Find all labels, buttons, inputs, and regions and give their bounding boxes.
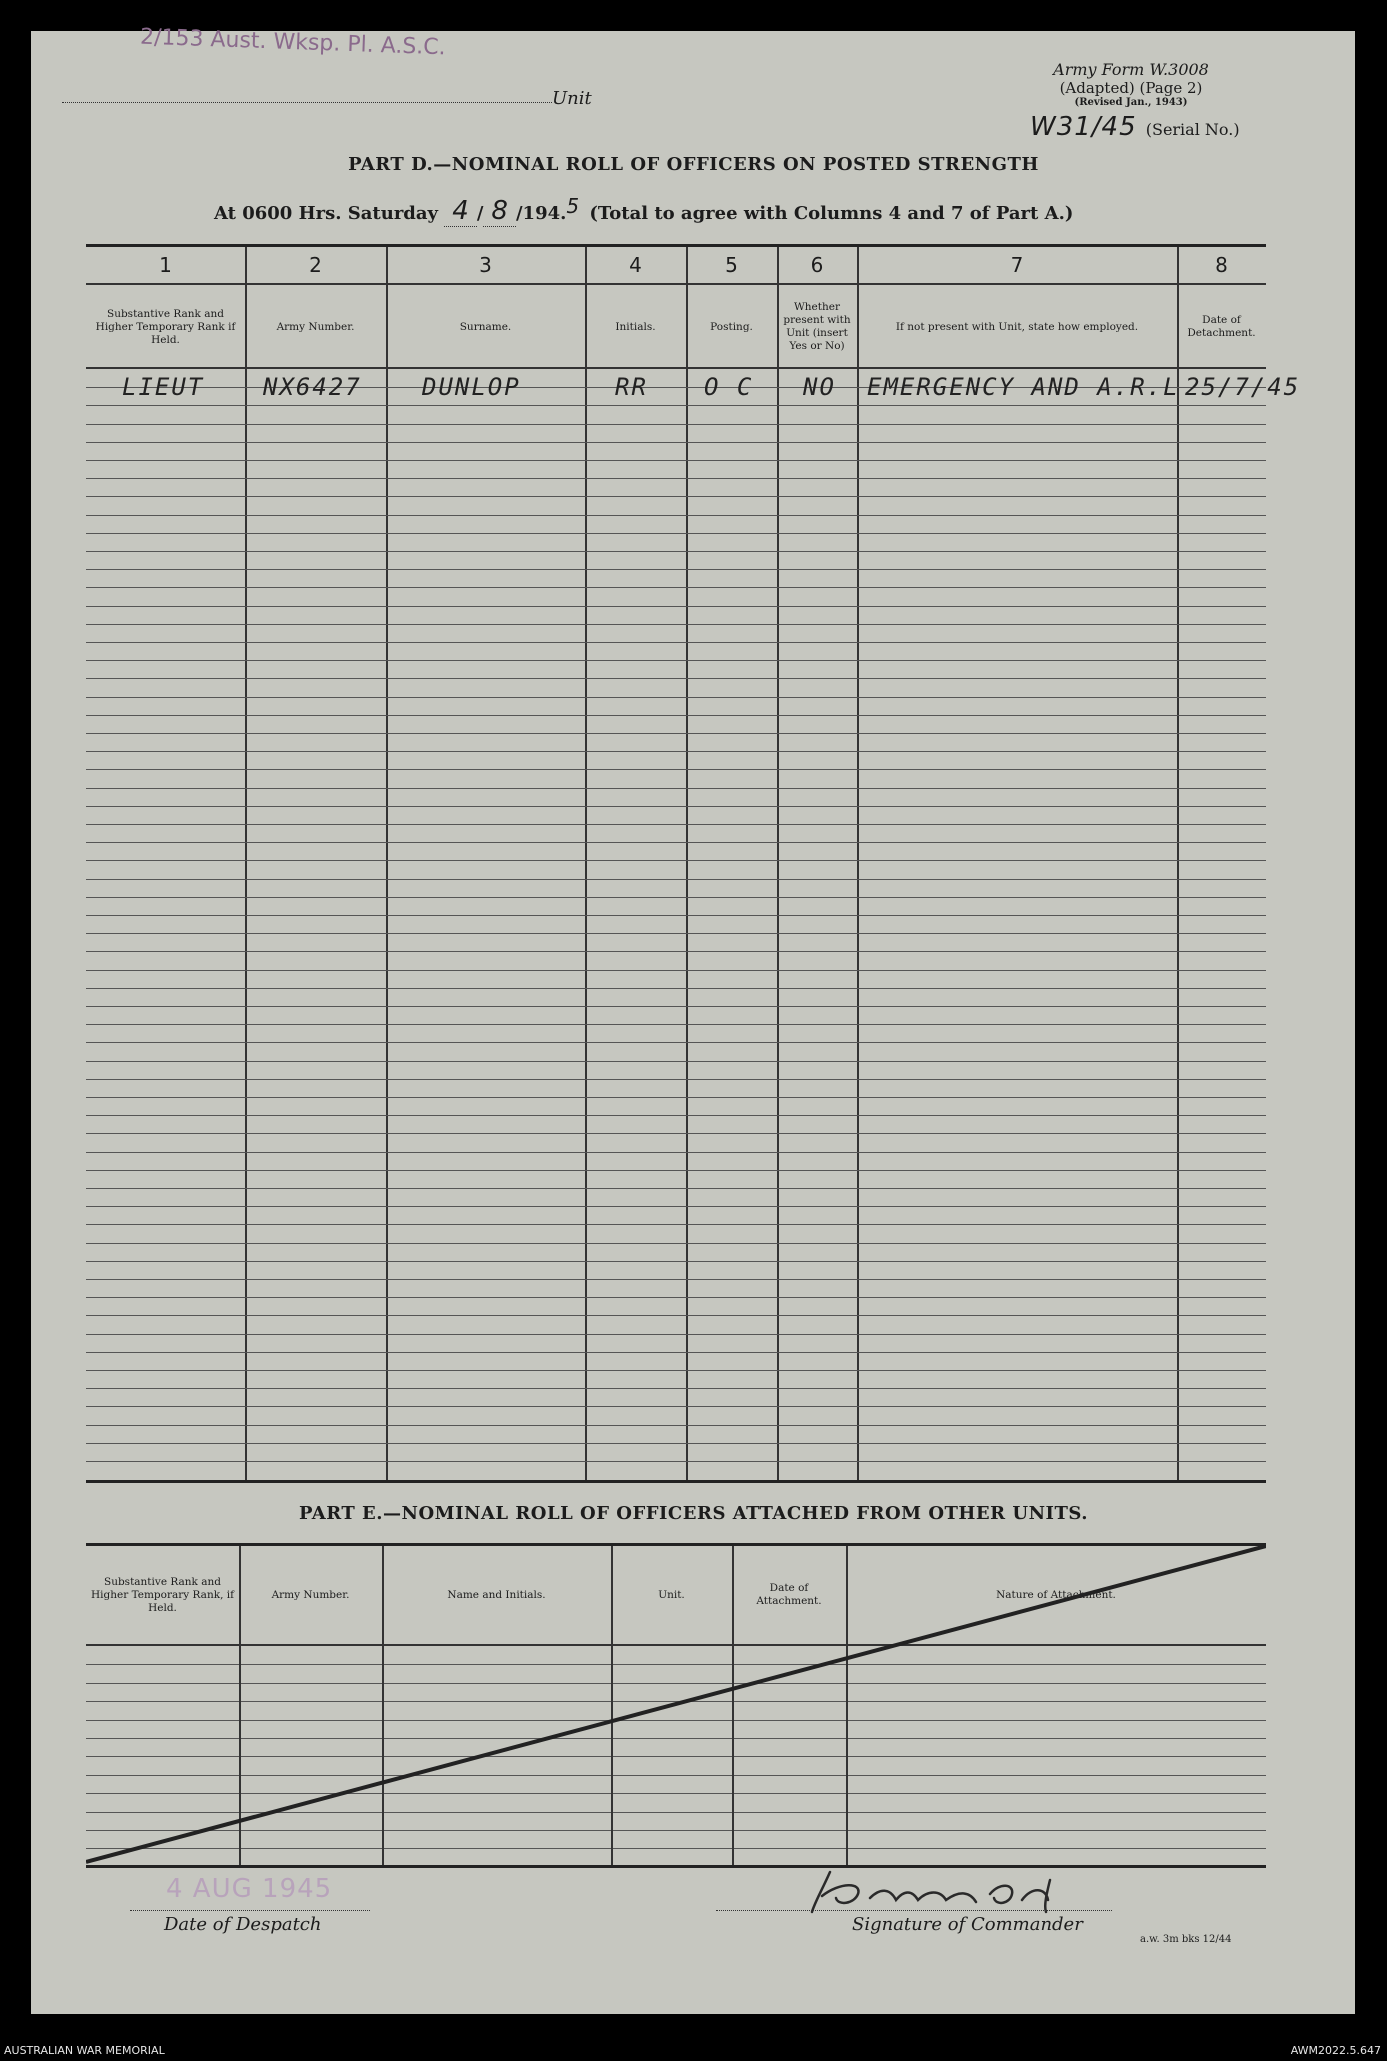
column-header: Surname. (459, 320, 512, 333)
row-rule (86, 915, 1266, 916)
row-rule (86, 1188, 1266, 1189)
row-rule (86, 788, 1266, 789)
row-rule (86, 697, 1266, 698)
row-rule (86, 933, 1266, 934)
column-header: If not present with Unit, state how employed. (895, 320, 1139, 333)
row-rule (86, 1243, 1266, 1244)
column-header: Date of Detachment. (1187, 314, 1256, 339)
row-rule (86, 879, 1266, 880)
column-divider (857, 247, 859, 1480)
form-adapted: (Adapted) (Page 2) (1059, 79, 1203, 97)
serial-handwritten: W31/45 (1030, 112, 1137, 142)
footer-left: AUSTRALIAN WAR MEMORIAL (4, 2044, 165, 2057)
row-rule (86, 951, 1266, 952)
row-rule (86, 1279, 1266, 1280)
year-digit-handwritten: 5 (566, 194, 580, 218)
row-rule (86, 970, 1266, 971)
row-rule (86, 496, 1266, 497)
part-d-table (86, 244, 1301, 1483)
row-rule (86, 1406, 1266, 1407)
row-rule (86, 1006, 1266, 1007)
row-rule (86, 569, 1266, 570)
day-handwritten: 4 (444, 196, 477, 227)
column-number: 8 (1215, 253, 1228, 277)
column-divider (1177, 247, 1179, 1480)
column-header: Army Number. (271, 1588, 350, 1601)
column-header: Initials. (615, 320, 656, 333)
row-rule (86, 1370, 1266, 1371)
roll-entry-cell: NO (803, 373, 836, 401)
column-header: Posting. (710, 320, 753, 333)
row-rule (86, 660, 1266, 661)
row-rule (86, 1315, 1266, 1316)
row-rule (86, 460, 1266, 461)
despatch-label: Date of Despatch (164, 1914, 322, 1935)
column-header: Date of Attachment. (756, 1582, 822, 1607)
column-number: 1 (159, 253, 172, 277)
row-rule (86, 751, 1266, 752)
row-rule (86, 733, 1266, 734)
roll-entry-cell: 25/7/45 (1185, 373, 1301, 401)
roll-entry-cell: RR (615, 373, 648, 401)
column-header: Army Number. (276, 320, 355, 333)
unit-handwritten: 2/153 Aust. Wksp. Pl. A.S.C. (139, 24, 447, 61)
part-e-table (86, 1543, 1266, 1868)
roll-entry-cell: EMERGENCY AND A.R.L (867, 373, 1180, 401)
row-rule (86, 988, 1266, 989)
row-rule (86, 642, 1266, 643)
row-rule (86, 806, 1266, 807)
row-rule (86, 769, 1266, 770)
part-e-title: PART E.—NOMINAL ROLL OF OFFICERS ATTACHED FROM OTHER UNITS. (299, 1503, 1088, 1524)
column-number: 4 (629, 253, 642, 277)
row-rule (86, 587, 1266, 588)
despatch-date-stamp: 4 AUG 1945 (166, 1874, 333, 1904)
cancel-line (86, 1546, 1266, 1865)
row-rule (86, 442, 1266, 443)
page-footer (0, 2040, 1387, 2061)
part-d-title: PART D.—NOMINAL ROLL OF OFFICERS ON POSTED STRENGTH (348, 154, 1039, 175)
column-divider (585, 247, 587, 1480)
year-prefix: /194. (515, 203, 567, 224)
unit-line (62, 74, 552, 103)
row-rule (86, 478, 1266, 479)
row-rule (86, 1425, 1266, 1426)
roll-entry-cell: NX6427 (263, 373, 362, 401)
month-handwritten: 8 (483, 196, 516, 227)
footer-right: AWM2022.5.647 (1290, 2044, 1381, 2057)
row-rule (86, 715, 1266, 716)
form-name: Army Form W.3008 (1053, 60, 1209, 79)
column-header: Unit. (658, 1588, 685, 1601)
row-rule (86, 533, 1266, 534)
row-rule (86, 1097, 1266, 1098)
column-header: Whether present with Unit (insert Yes or No) (783, 301, 851, 352)
column-header: Substantive Rank and Higher Temporary Rank if Held. (95, 307, 236, 346)
row-rule (86, 1170, 1266, 1171)
column-header: Nature of Attachment. (996, 1588, 1116, 1601)
roll-entry-cell: LIEUT (122, 373, 205, 401)
print-code: a.w. 3m bks 12/44 (1140, 1934, 1232, 1945)
form-reference (1011, 60, 1251, 108)
row-rule (86, 1152, 1266, 1153)
commander-signature (800, 1860, 1120, 1920)
row-rule (86, 842, 1266, 843)
signature-line (716, 1910, 1112, 1911)
column-divider (386, 247, 388, 1480)
row-rule (86, 1297, 1266, 1298)
row-rule (86, 1352, 1266, 1353)
row-rule (86, 1042, 1266, 1043)
signature-label: Signature of Commander (852, 1914, 1083, 1935)
row-rule (86, 515, 1266, 516)
row-rule (86, 606, 1266, 607)
column-number-divider (86, 283, 1266, 285)
part-d-date-line: At 0600 Hrs. Saturday 4 / 8 /194.5 (Total to agree with Columns 4 and 7 of Part A.) (214, 194, 1074, 226)
serial-label: (Serial No.) (1145, 120, 1240, 139)
column-number: 6 (810, 253, 824, 277)
row-rule (86, 1133, 1266, 1134)
row-rule (86, 1334, 1266, 1335)
row-rule (86, 1461, 1266, 1462)
form-revised: (Revised Jan., 1943) (1074, 97, 1188, 108)
column-number: 7 (1010, 253, 1024, 277)
roll-entry-cell: O C (704, 373, 754, 401)
row-rule (86, 1206, 1266, 1207)
row-rule (86, 860, 1266, 861)
serial-number (1030, 112, 1240, 142)
at-prefix: At 0600 Hrs. Saturday (214, 203, 439, 224)
column-number: 2 (309, 253, 322, 277)
column-divider (686, 247, 688, 1480)
header-divider (86, 367, 1266, 369)
unit-label: Unit (552, 88, 592, 109)
row-rule (86, 1388, 1266, 1389)
row-rule (86, 551, 1266, 552)
part-d-note: (Total to agree with Columns 4 and 7 of Part A.) (589, 203, 1074, 224)
row-rule (86, 1024, 1266, 1025)
column-divider (777, 247, 779, 1480)
row-rule (86, 1061, 1266, 1062)
row-rule (86, 1443, 1266, 1444)
row-rule (86, 824, 1266, 825)
row-rule (86, 1079, 1266, 1080)
column-divider (245, 247, 247, 1480)
row-rule (86, 624, 1266, 625)
row-rule (86, 1261, 1266, 1262)
column-number: 3 (479, 253, 492, 277)
row-rule (86, 1115, 1266, 1116)
column-header: Substantive Rank and Higher Temporary Rank, if Held. (91, 1575, 234, 1614)
row-rule (86, 424, 1266, 425)
roll-entry-cell: DUNLOP (422, 373, 521, 401)
row-rule (86, 897, 1266, 898)
row-rule (86, 678, 1266, 679)
column-header: Name and Initials. (447, 1588, 546, 1601)
column-number: 5 (725, 253, 738, 277)
row-rule (86, 1224, 1266, 1225)
row-rule (86, 405, 1266, 406)
despatch-line (130, 1910, 370, 1911)
